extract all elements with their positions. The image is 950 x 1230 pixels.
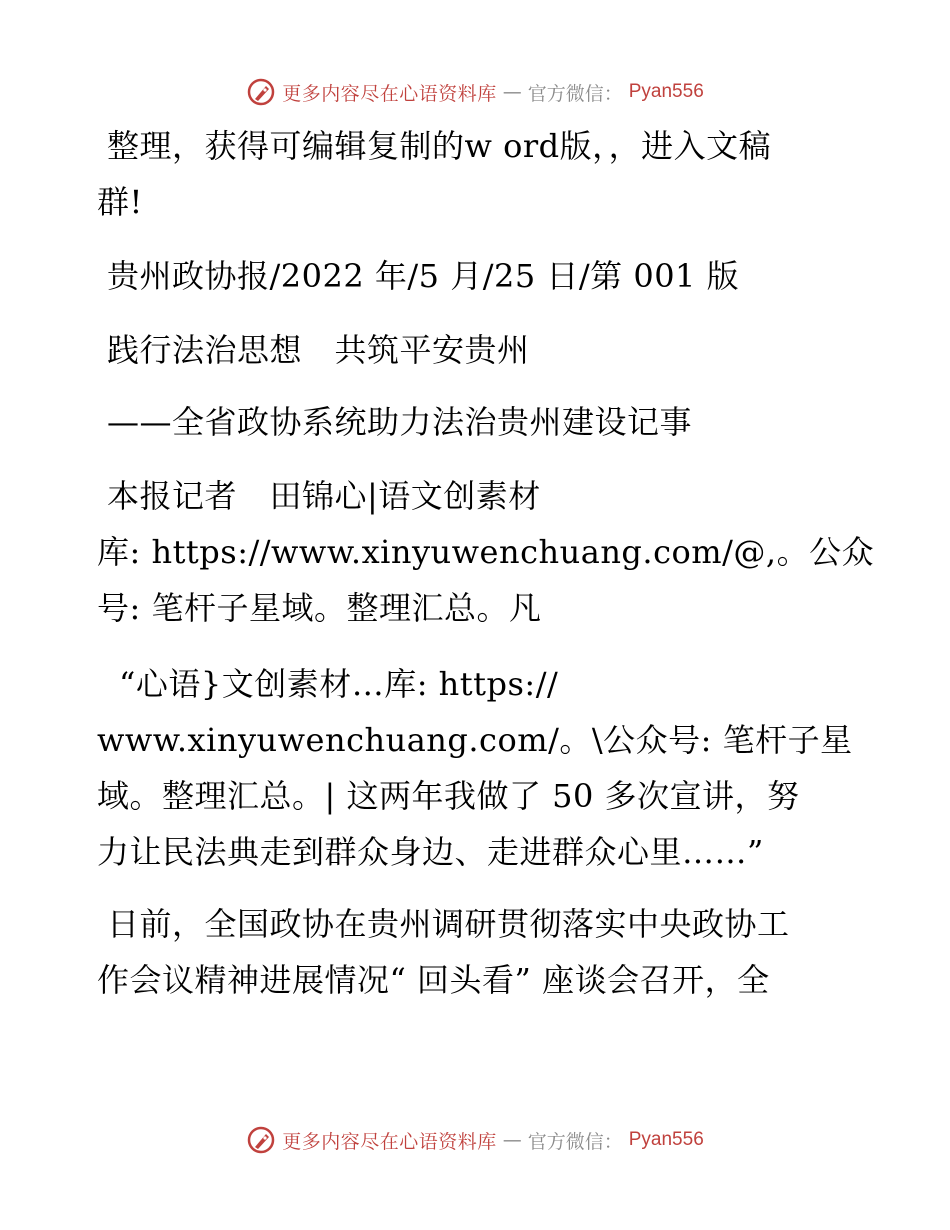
intro-line-2: 群! — [97, 183, 143, 221]
watermark-handle: Pyan556 — [628, 81, 704, 102]
article-title: 践行法治思想 共筑平安贵州 — [107, 331, 530, 369]
intro-line-1: 整理，获得可编辑复制的w ord版，，进入文稿 — [107, 127, 772, 165]
document-body — [97, 118, 875, 1008]
watermark-main-text: 更多内容尽在心语资料库 — [282, 82, 497, 105]
watermark-separator: — — [502, 81, 522, 103]
watermark-official-label: 官方微信： — [527, 1130, 623, 1153]
pen-nib-seal-icon — [246, 1125, 276, 1155]
pen-nib-seal-icon — [246, 77, 276, 107]
source-line: 贵州政协报/2022 年/5 月/25 日/第 001 版 — [107, 257, 740, 295]
paragraph-3-line-2: 作会议精神进展情况“ 回头看” 座谈会召开，全 — [97, 961, 770, 999]
byline: 本报记者 田锦心|语文创素材 — [107, 477, 541, 515]
footer-watermark — [0, 1120, 950, 1160]
paragraph-2-line-1: “心语}文创素材…库: https:// — [119, 665, 559, 703]
paragraph-2-line-3: 域。整理汇总。| 这两年我做了 50 多次宣讲，努 — [97, 777, 800, 815]
paragraph-2-line-2: www.xinyuwenchuang.com/。\公众号: 笔杆子星 — [97, 721, 853, 759]
watermark-separator: — — [502, 1129, 522, 1151]
watermark-handle: Pyan556 — [628, 1129, 704, 1150]
paragraph-2-line-4: 力让民法典走到群众身边、走进群众心里……” — [97, 833, 764, 871]
watermark-official-label: 官方微信： — [527, 82, 623, 105]
paragraph-1-line-1: 库: https://www.xinyuwenchuang.com/@,。公众 — [97, 533, 875, 571]
paragraph-1-line-2: 号: 笔杆子星域。整理汇总。凡 — [97, 589, 542, 627]
article-subtitle: ——全省政协系统助力法治贵州建设记事 — [107, 403, 693, 441]
paragraph-3-line-1: 日前，全国政协在贵州调研贯彻落实中央政协工 — [107, 905, 790, 943]
watermark-main-text: 更多内容尽在心语资料库 — [282, 1130, 497, 1153]
header-watermark — [0, 72, 950, 112]
